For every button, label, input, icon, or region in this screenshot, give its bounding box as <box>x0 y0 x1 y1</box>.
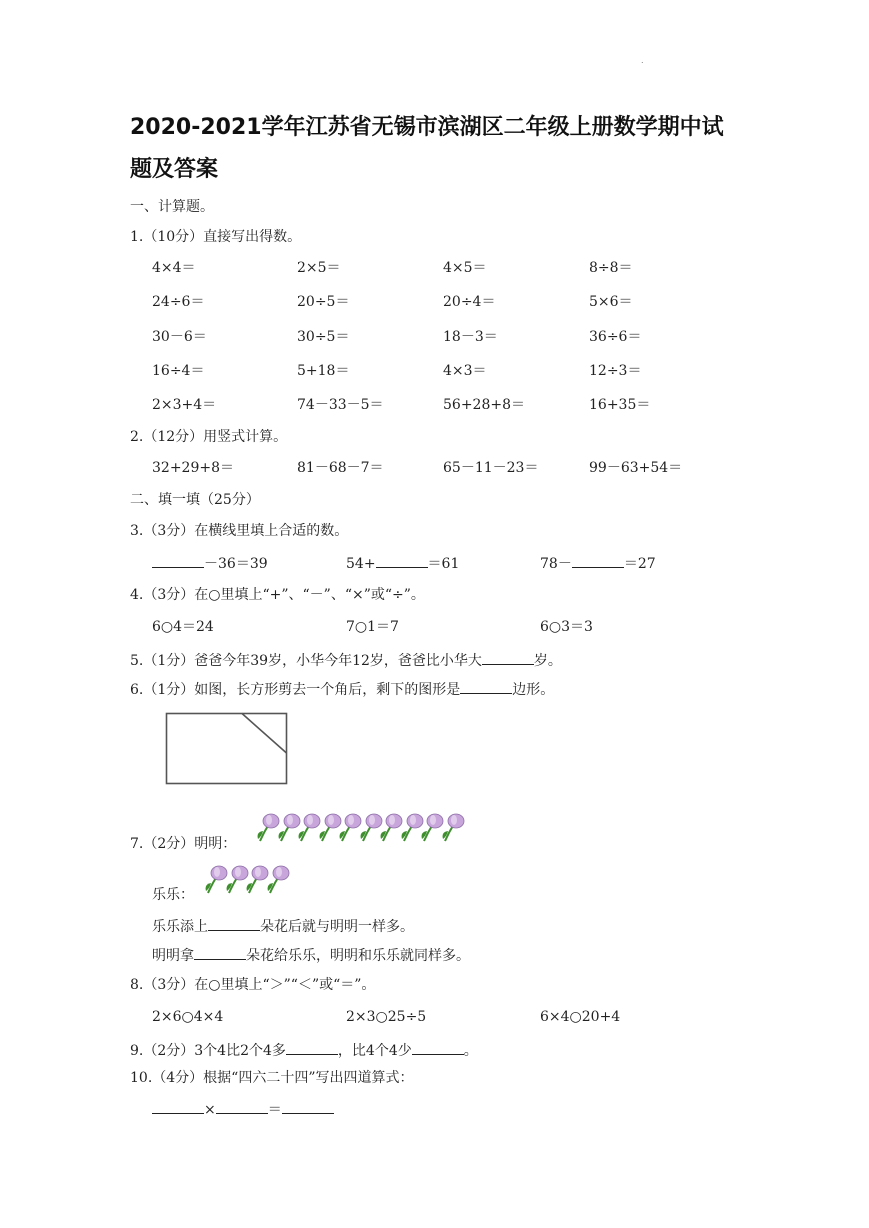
question-4-stem: 4.（3分）在○里填上“+”、“－”、“×”或“÷”。 <box>130 587 425 603</box>
rectangle-outline <box>167 714 287 784</box>
question-9-pre: 9.（2分）3个4比2个4多 <box>130 1043 286 1059</box>
equals-sign: ＝ <box>267 1102 282 1118</box>
answer-blank[interactable] <box>282 1099 334 1114</box>
question-2-item: 99－63+54＝ <box>589 460 683 476</box>
question-5-pre: 5.（1分）爸爸今年39岁，小华今年12岁，爸爸比小华大 <box>130 653 482 669</box>
question-4-item: 6○4＝24 <box>152 619 214 635</box>
question-6 <box>130 679 554 699</box>
question-1-item: 30÷5＝ <box>297 329 350 345</box>
question-1-item: 2×5＝ <box>297 260 341 276</box>
question-1-item: 56+28+8＝ <box>443 397 525 413</box>
question-3-c-post: ＝27 <box>623 556 656 572</box>
question-1-item: 4×3＝ <box>443 363 487 379</box>
question-3-stem: 3.（3分）在横线里填上合适的数。 <box>130 523 349 539</box>
question-7-line1 <box>152 916 414 936</box>
question-2-stem: 2.（12分）用竖式计算。 <box>130 429 288 445</box>
question-1-item: 2×3+4＝ <box>152 397 217 413</box>
question-1-item: 5+18＝ <box>297 363 350 379</box>
answer-blank[interactable] <box>376 553 428 568</box>
question-7-line1-pre: 乐乐添上 <box>152 919 208 935</box>
question-1-item: 8÷8＝ <box>589 260 633 276</box>
question-5 <box>130 650 562 670</box>
answer-blank[interactable] <box>482 650 534 665</box>
section-heading-calc: 一、计算题。 <box>130 199 214 215</box>
question-1-item: 36÷6＝ <box>589 329 642 345</box>
question-7-line2-post: 朵花给乐乐，明明和乐乐就同样多。 <box>246 948 470 964</box>
question-1-item: 18－3＝ <box>443 329 498 345</box>
page-title-line2: 题及答案 <box>130 157 219 182</box>
question-8-item: 6×4○20+4 <box>540 1009 621 1025</box>
question-3-b-pre: 54+ <box>346 556 376 572</box>
question-2-item: 65－11－23＝ <box>443 460 539 476</box>
question-7-stem: 7.（2分）明明： <box>130 836 237 852</box>
question-1-item: 5×6＝ <box>589 294 633 310</box>
question-3-c <box>540 553 656 573</box>
answer-blank[interactable] <box>152 1099 204 1114</box>
question-1-item: 12÷3＝ <box>589 363 642 379</box>
question-3-b <box>346 553 459 573</box>
question-1-item: 30－6＝ <box>152 329 207 345</box>
cut-rectangle-figure <box>164 711 290 786</box>
question-3-c-pre: 78－ <box>540 556 572 572</box>
answer-blank[interactable] <box>152 553 204 568</box>
flower-icon <box>264 864 290 894</box>
question-3-a-text: －36＝39 <box>204 556 268 572</box>
question-1-item: 20÷5＝ <box>297 294 350 310</box>
question-2-item: 81－68－7＝ <box>297 460 384 476</box>
question-1-item: 16+35＝ <box>589 397 651 413</box>
question-8-item: 2×3○25÷5 <box>346 1009 427 1025</box>
question-6-post: 边形。 <box>512 682 555 698</box>
question-7-line2-pre: 明明拿 <box>152 948 194 964</box>
question-9 <box>130 1040 478 1060</box>
question-4-item: 7○1＝7 <box>346 619 399 635</box>
question-7-line1-post: 朵花后就与明明一样多。 <box>260 919 414 935</box>
question-3-b-post: ＝61 <box>427 556 460 572</box>
flower-icon <box>439 812 465 842</box>
times-sign: × <box>204 1102 216 1118</box>
page-title-line1: 2020-2021学年江苏省无锡市滨湖区二年级上册数学期中试 <box>130 115 724 140</box>
question-3-a <box>152 553 268 573</box>
question-7-line2 <box>152 945 470 965</box>
question-8-stem: 8.（3分）在○里填上“＞”“＜”或“＝”。 <box>130 977 376 993</box>
question-1-item: 16÷4＝ <box>152 363 205 379</box>
question-1-item: 74－33－5＝ <box>297 397 384 413</box>
question-7-lele: 乐乐： <box>152 887 194 903</box>
answer-blank[interactable] <box>460 679 512 694</box>
question-1-item: 20÷4＝ <box>443 294 496 310</box>
question-9-post: 。 <box>463 1043 478 1059</box>
answer-blank[interactable] <box>286 1040 338 1055</box>
question-6-pre: 6.（1分）如图，长方形剪去一个角后，剩下的图形是 <box>130 682 461 698</box>
question-1-item: 24÷6＝ <box>152 294 205 310</box>
question-1-stem: 1.（10分）直接写出得数。 <box>130 229 302 245</box>
question-10-stem: 10.（4分）根据“四六二十四”写出四道算式： <box>130 1070 414 1086</box>
question-10-equation <box>152 1099 334 1119</box>
answer-blank[interactable] <box>216 1099 268 1114</box>
question-8-item: 2×6○4×4 <box>152 1009 224 1025</box>
question-9-mid: ，比4个4少 <box>337 1043 412 1059</box>
cut-line <box>242 714 287 754</box>
answer-blank[interactable] <box>194 945 246 960</box>
question-2-item: 32+29+8＝ <box>152 460 234 476</box>
answer-blank[interactable] <box>412 1040 464 1055</box>
answer-blank[interactable] <box>208 916 260 931</box>
answer-blank[interactable] <box>572 553 624 568</box>
question-1-item: 4×5＝ <box>443 260 487 276</box>
header-dot: . <box>641 56 644 65</box>
question-4-item: 6○3＝3 <box>540 619 593 635</box>
question-5-post: 岁。 <box>533 653 562 669</box>
section-heading-fill: 二、填一填（25分） <box>130 492 260 508</box>
question-1-item: 4×4＝ <box>152 260 196 276</box>
